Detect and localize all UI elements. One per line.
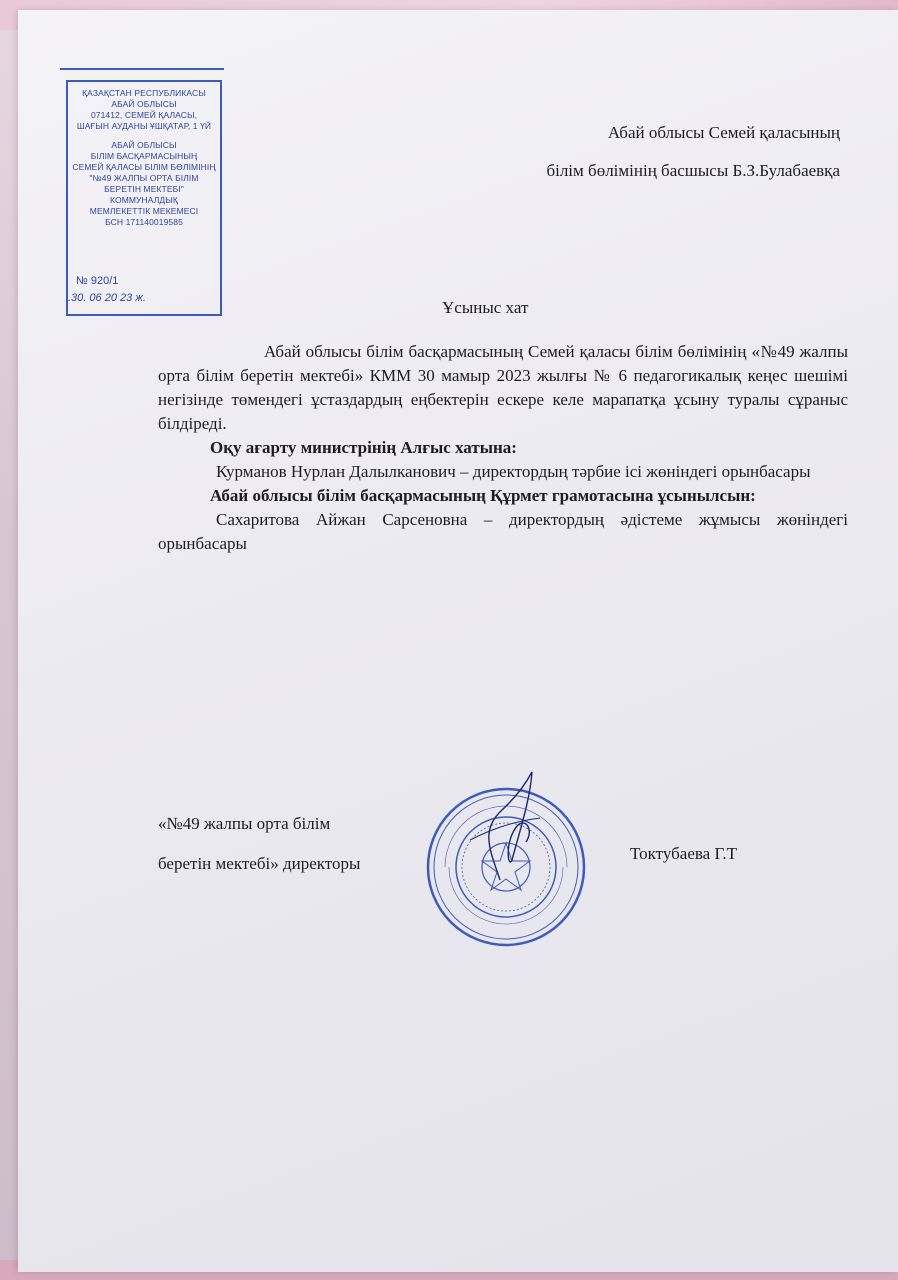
signatory-line: «№49 жалпы орта білім: [158, 814, 331, 833]
stamp-line: ҚАЗАҚСТАН РЕСПУБЛИКАСЫ: [82, 88, 206, 98]
stamp-line: ШАҒЫН АУДАНЫ ҰШҚАТАР, 1 ҮЙ: [76, 121, 212, 131]
signatory-line: беретін мектебі» директоры: [158, 854, 361, 873]
award-heading: Оқу ағарту министрінің Алғыс хатына:: [210, 438, 517, 457]
stamp-line: АБАЙ ОБЛЫСЫ: [111, 140, 177, 150]
director-name: Токтубаева Г.Т: [630, 844, 738, 863]
stamp-line: БСН 171140019585: [105, 217, 183, 227]
addressee-line: Абай облысы Семей қаласының: [607, 123, 840, 142]
stamp-line: БІЛІМ БАСҚАРМАСЫНЫҢ: [90, 151, 198, 161]
stamp-line: СЕМЕЙ ҚАЛАСЫ БІЛІМ БӨЛІМІНІҢ: [72, 162, 216, 172]
stamp-number: № 920/1: [76, 275, 119, 287]
nominee-line: Сахаритова Айжан Сарсеновна – директордың әдістеме жұмысы жөніндегі орынбасары: [158, 510, 848, 553]
handwritten-signature: [430, 770, 580, 890]
document-title: Ұсыныс хат: [442, 298, 529, 317]
signatory-title: [158, 804, 360, 884]
stamp-date: .30. 06 20 23 ж.: [68, 292, 146, 304]
addressee-block: [546, 114, 840, 190]
stamp-line: БЕРЕТІН МЕКТЕБІ": [104, 184, 184, 194]
award-heading: Абай облысы білім басқармасының Құрмет грамотасына ұсынылсын:: [210, 486, 756, 505]
letter-body: [158, 340, 848, 556]
stamp-line: МЕМЛЕКЕТТІК МЕКЕМЕСІ: [89, 206, 199, 216]
stamp-line: АБАЙ ОБЛЫСЫ: [111, 99, 177, 109]
stamp-line: КОММУНАЛДЫҚ: [110, 195, 178, 205]
nominee-line: Курманов Нурлан Далылканович – директордың тәрбие ісі жөніндегі орынбасары: [216, 462, 811, 481]
stamp-top-rule: [60, 68, 224, 70]
stamp-line: "№49 ЖАЛПЫ ОРТА БІЛІМ: [89, 173, 199, 183]
body-paragraph: Абай облысы білім басқармасының Семей қаласы білім бөлімінің «№49 жалпы орта білім беретін мектебі» КММ 30 мамыр 2023 жылғы № 6 педагогикалық кеңес шешімі негізінде төмендегі ұстаздардың еңбектерін ескере келе марапатқа ұсыну туралы сұраныс білдіреді.: [158, 342, 848, 433]
addressee-line: білім бөлімінің басшысы Б.З.Булабаевқа: [546, 161, 840, 180]
stamp-line: 071412, СЕМЕЙ ҚАЛАСЫ,: [90, 110, 198, 120]
